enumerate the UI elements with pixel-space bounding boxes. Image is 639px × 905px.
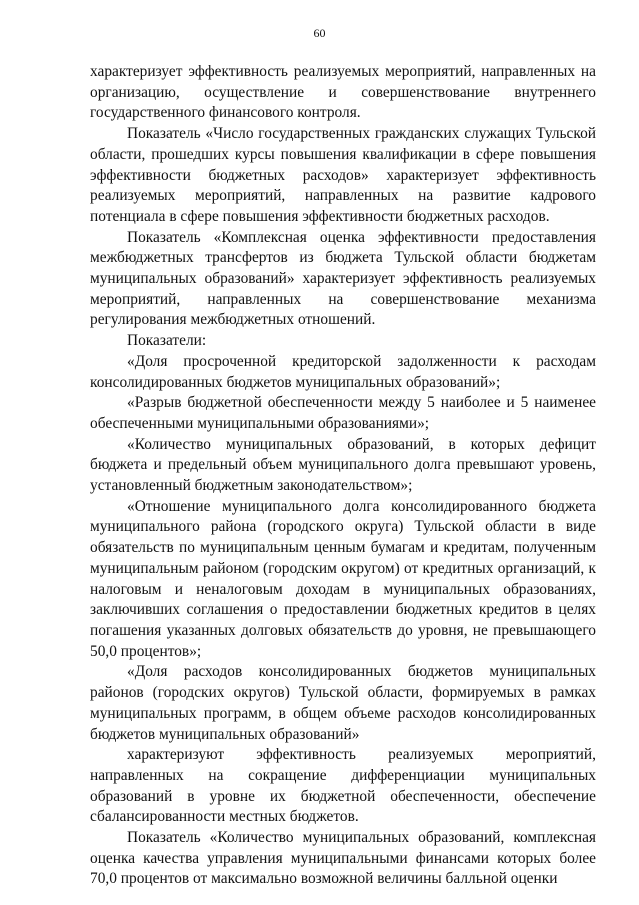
paragraph: «Разрыв бюджетной обеспеченности между 5 наиболее и 5 наименее обеспеченными муниципальными образованиями»; <box>90 394 596 432</box>
paragraph: Показатель «Число государственных гражданских служащих Тульской области, прошедших курсы повышения квалификации в сфере повышения эффективности бюджетных расходов» характеризует эффективность реализуемых мероприятий, направленных на развитие кадрового потенциала в сфере повышения эффективности бюджетных расходов. <box>90 125 596 225</box>
paragraph: Показатель «Комплексная оценка эффективности предоставления межбюджетных трансфертов из бюджета Тульской области бюджетам муниципальных образований» характеризует эффективность реализуемых мероприятий, направленных на совершенствование механизма регулирования межбюджетных отношений. <box>90 228 596 329</box>
page-number: 60 <box>313 26 326 40</box>
paragraph: «Отношение муниципального долга консолидированного бюджета муниципального района (городского округа) Тульской области в виде обязательств по муниципальным ценным бумагам и кредитам, полученным муниципальным районом (городским округом) от кредитных организаций, к налоговым и неналоговым доходам в муниципальных образованиях, заключивших соглашения о предоставлении бюджетных кредитов в целях погашения указанных долговых обязательств до уровня, не превышающего 50,0 процентов»; <box>90 497 596 660</box>
paragraph: «Количество муниципальных образований, в которых дефицит бюджета и предельный объем муниципального долга превышают уровень, установленный бюджетным законодательством»; <box>90 435 596 495</box>
paragraph: Показатель «Количество муниципальных образований, комплексная оценка качества управления муниципальными финансами которых более 70,0 процентов от максимально возможной величины балльной оценки <box>90 829 596 888</box>
paragraph: Показатели: <box>127 332 207 350</box>
paragraph: характеризует эффективность реализуемых мероприятий, направленных на организацию, осуществление и совершенствование внутреннего государственного финансового контроля. <box>90 63 596 122</box>
paragraph: «Доля просроченной кредиторской задолженности к расходам консолидированных бюджетов муниципальных образований»; <box>90 352 596 391</box>
paragraph: характеризуют эффективность реализуемых мероприятий, направленных на сокращение дифференциации муниципальных образований в уровне их бюджетной обеспеченности, обеспечение сбалансированности местных бюджетов. <box>90 746 596 826</box>
paragraph: «Доля расходов консолидированных бюджетов муниципальных районов (городских округов) Тульской области, формируемых в рамках муниципальных программ, в общем объеме расходов консолидированных бюджетов муниципальных образований» <box>90 663 596 743</box>
document-body <box>90 62 596 890</box>
